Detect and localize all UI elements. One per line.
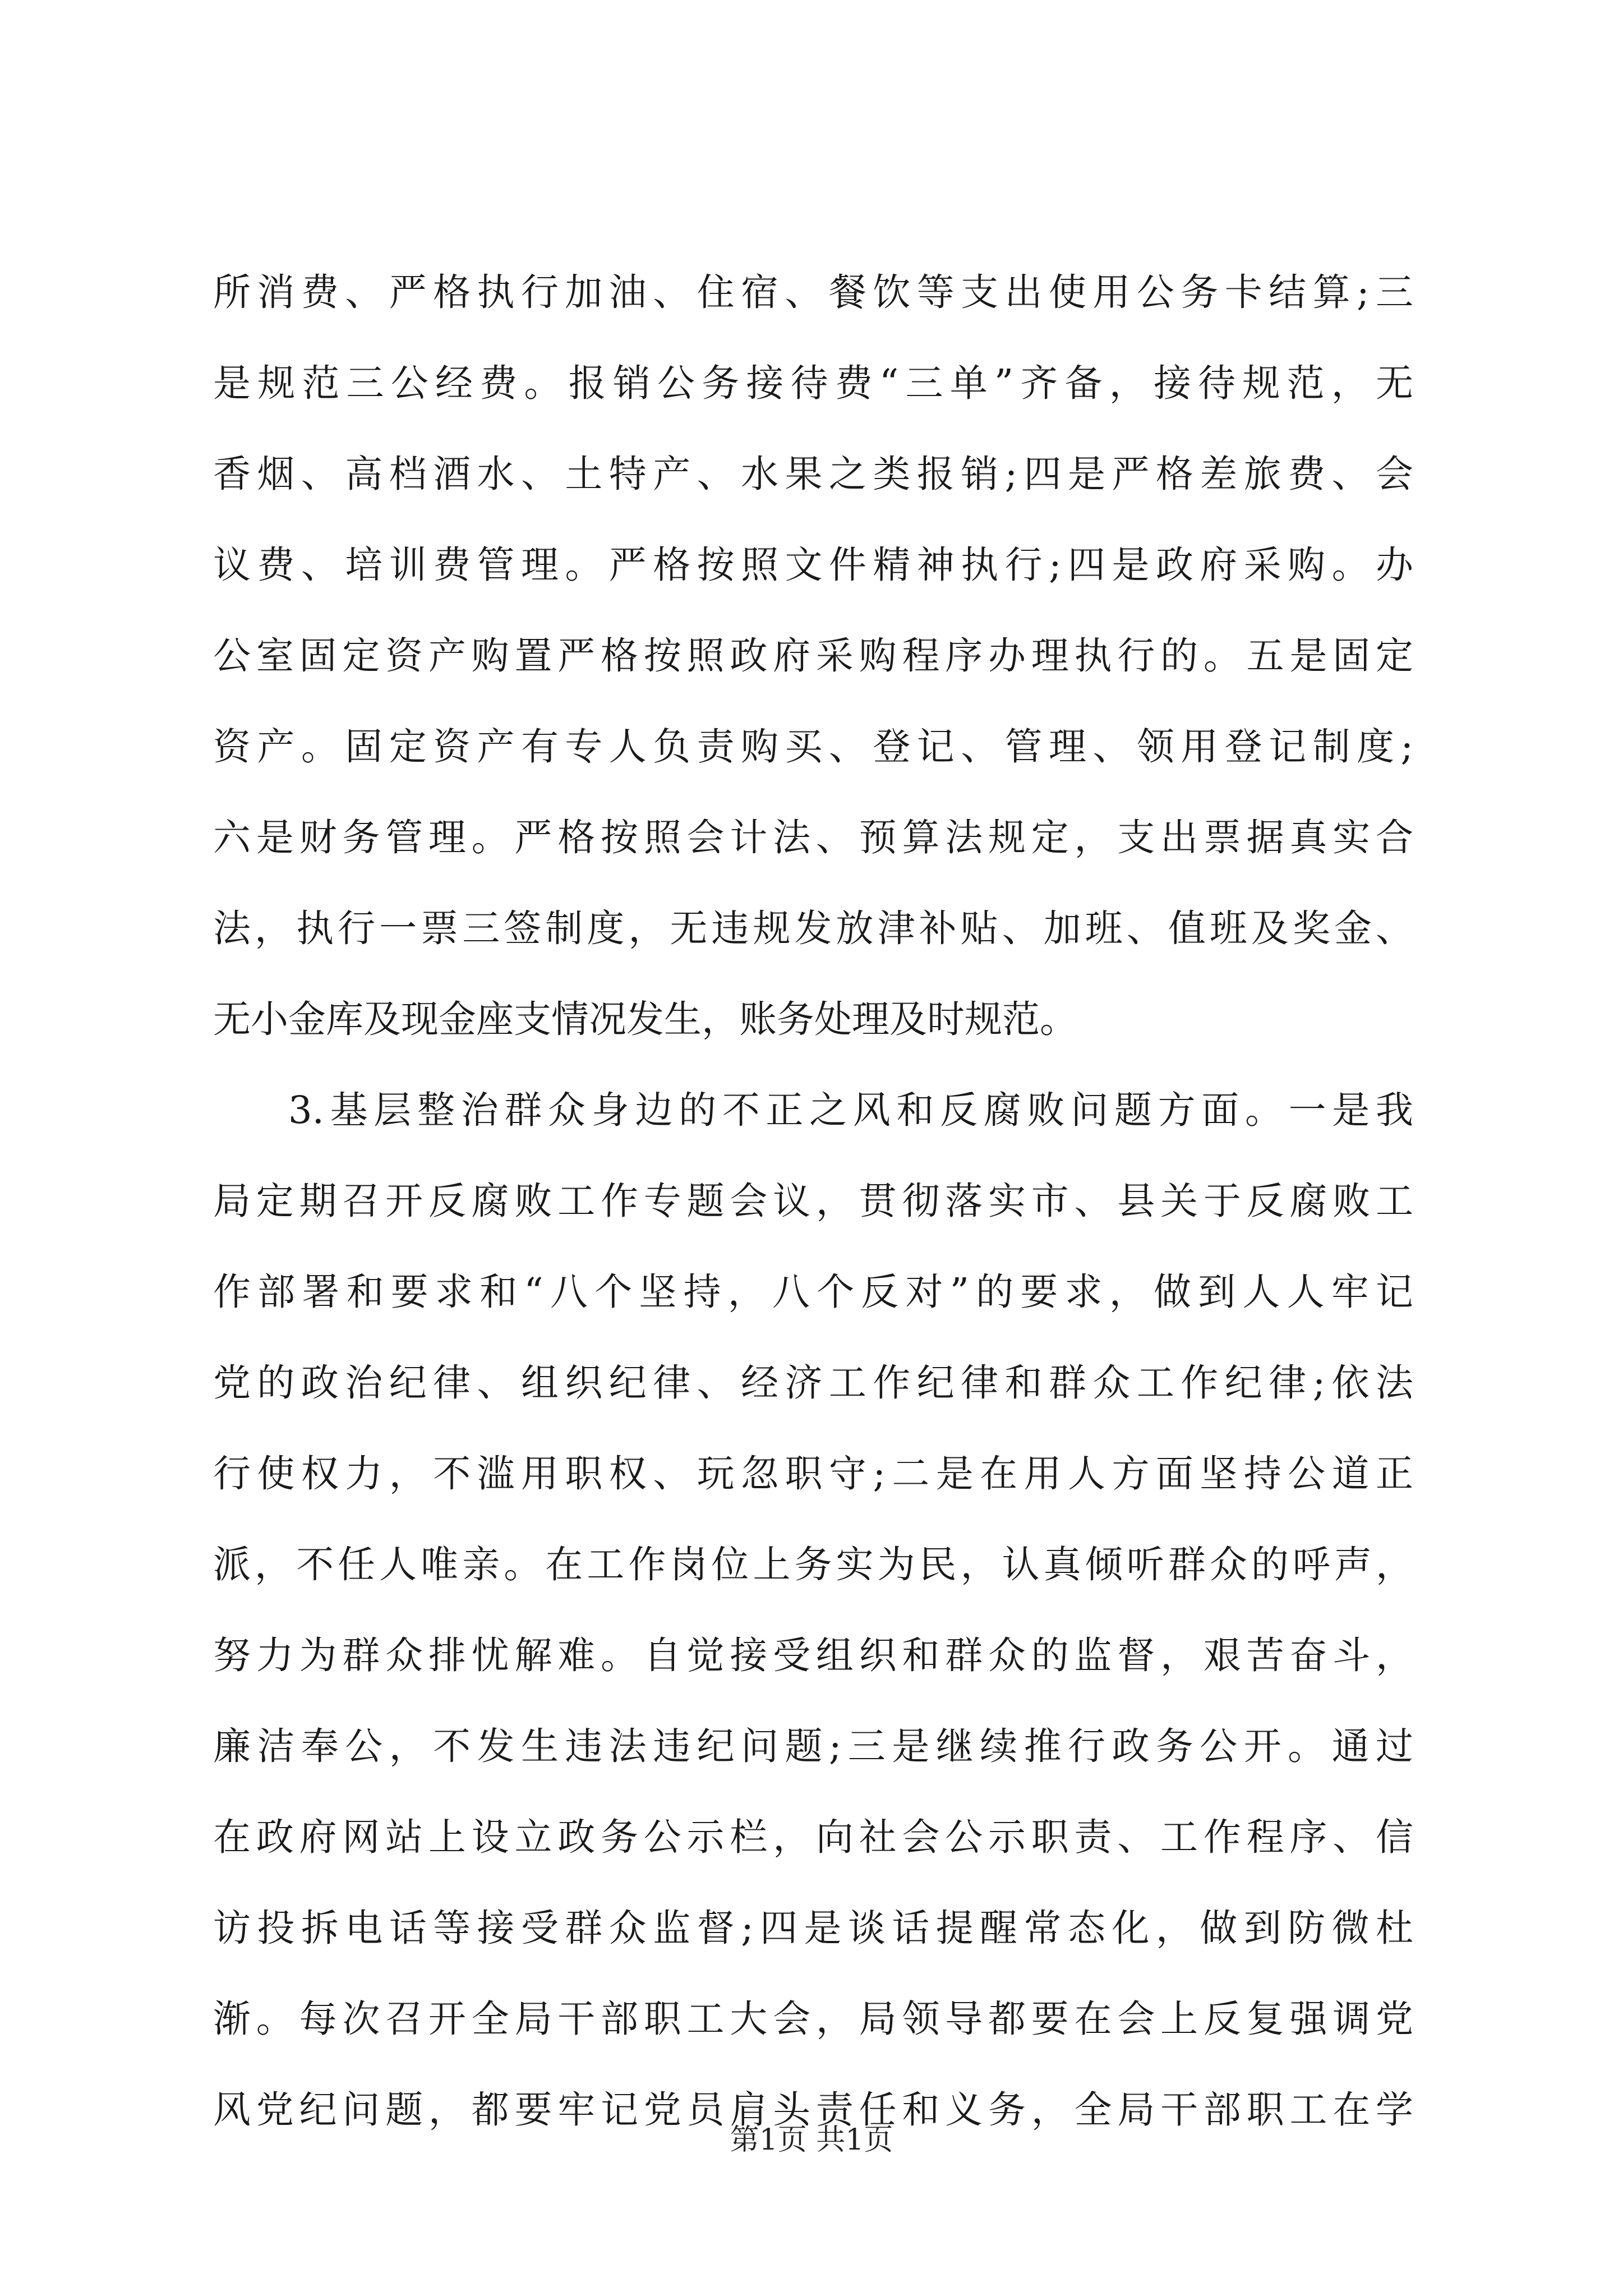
text-line: 法，执行一票三签制度，无违规发放津补贴、加班、值班及奖金、 (213, 907, 1413, 950)
document-body (213, 247, 1413, 2155)
text-line: 行使权力，不滥用职权、玩忽职守;二是在用人方面坚持公道正 (213, 1452, 1413, 1496)
text-line: 六是财务管理。严格按照会计法、预算法规定，支出票据真实合 (213, 816, 1413, 859)
text-line: 风党纪问题，都要牢记党员肩头责任和义务，全局干部职工在学 (213, 2088, 1413, 2132)
page-number-footer: 第1页 共1页 (730, 2123, 893, 2157)
text-line: 议费、培训费管理。严格按照文件精神执行;四是政府采购。办 (213, 543, 1413, 587)
text-line: 所消费、严格执行加油、住宿、餐饮等支出使用公务卡结算;三 (213, 270, 1413, 314)
text-line: 廉洁奉公，不发生违法违纪问题;三是继续推行政务公开。通过 (213, 1724, 1413, 1768)
text-line: 派，不任人唯亲。在工作岗位上务实为民，认真倾听群众的呼声， (213, 1543, 1413, 1586)
text-line: 资产。固定资产有专人负责购买、登记、管理、领用登记制度; (213, 725, 1413, 769)
text-line: 是规范三公经费。报销公务接待费“三单”齐备，接待规范，无 (213, 361, 1413, 405)
text-line: 访投拆电话等接受群众监督;四是谈话提醒常态化，做到防微杜 (213, 1906, 1413, 1950)
text-line: 公室固定资产购置严格按照政府采购程序办理执行的。五是固定 (213, 634, 1413, 678)
text-line: 党的政治纪律、组织纪律、经济工作纪律和群众工作纪律;依法 (213, 1361, 1413, 1405)
text-line: 在政府网站上设立政务公示栏，向社会公示职责、工作程序、信 (213, 1815, 1413, 1859)
text-line: 无小金库及现金座支情况发生，账务处理及时规范。 (213, 997, 1077, 1041)
text-line: 局定期召开反腐败工作专题会议，贯彻落实市、县关于反腐败工 (213, 1179, 1413, 1223)
text-line: 香烟、高档酒水、土特产、水果之类报销;四是严格差旅费、会 (213, 452, 1413, 496)
text-line: 作部署和要求和“八个坚持，八个反对”的要求，做到人人牢记 (213, 1270, 1413, 1314)
paragraph-start-line: 3.基层整治群众身边的不正之风和反腐败问题方面。一是我 (288, 1088, 1413, 1132)
text-line: 努力为群众排忧解难。自觉接受组织和群众的监督，艰苦奋斗， (213, 1634, 1413, 1677)
text-line: 渐。每次召开全局干部职工大会，局领导都要在会上反复强调党 (213, 1997, 1413, 2041)
